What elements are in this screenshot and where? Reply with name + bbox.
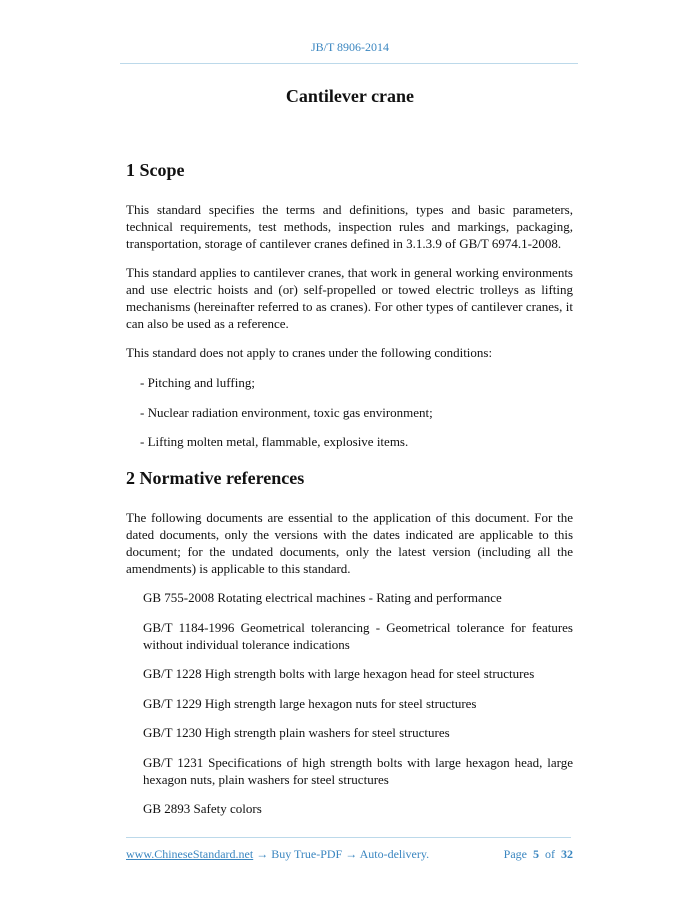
footer-tagline: → Buy True-PDF → Auto-delivery.: [253, 847, 430, 861]
reference-item: GB/T 1228 High strength bolts with large hexagon head for steel structures: [143, 666, 535, 681]
exclusion-item: - Pitching and luffing;: [140, 375, 255, 390]
reference-item: GB 755-2008 Rotating electrical machines - Rating and performance: [143, 590, 502, 605]
references-intro: The following documents are essential to the application of this document. For the dated documents, only the versions with the dates indicated are applicable to this document; for the undated documents, only the latest version (including all the amendments) is applicable to this standard.: [126, 510, 573, 576]
section-heading-normative-references: 2 Normative references: [126, 468, 305, 488]
current-page: 5: [533, 847, 539, 861]
reference-item: GB/T 1231 Specifications of high strength bolts with large hexagon head, large hexagon nuts, plain washers for steel structures: [143, 755, 573, 787]
exclusion-item: - Lifting molten metal, flammable, explosive items.: [140, 434, 409, 449]
scope-paragraph-1: This standard specifies the terms and definitions, types and basic parameters, technical requirements, test methods, inspection rules and markings, packaging, transportation, storage of cantilever cranes defined in 3.1.3.9 of GB/T 6974.1-2008.: [126, 202, 573, 251]
reference-item: GB 2893 Safety colors: [143, 801, 262, 816]
header-divider: [120, 63, 578, 64]
page-indicator: Page 5 of 32: [503, 847, 573, 861]
footer-divider: [126, 837, 571, 838]
website-link[interactable]: www.ChineseStandard.net: [126, 847, 254, 861]
page-footer: [126, 847, 573, 862]
reference-item: GB/T 1230 High strength plain washers for steel structures: [143, 725, 450, 740]
document-code: JB/T 8906-2014: [310, 40, 390, 54]
document-title: Cantilever crane: [285, 86, 415, 106]
scope-paragraph-2: This standard applies to cantilever cranes, that work in general working environments and use electric hoists and (or) self-propelled or towed electric trolleys as lifting mechanisms (hereinafter referred to as cranes). For other types of cantilever cranes, it can also be used as a reference.: [126, 265, 573, 331]
section-heading-scope: 1 Scope: [126, 160, 185, 180]
reference-item: GB/T 1229 High strength large hexagon nuts for steel structures: [143, 696, 477, 711]
exclusion-item: - Nuclear radiation environment, toxic gas environment;: [140, 405, 433, 420]
scope-paragraph-3: This standard does not apply to cranes under the following conditions:: [126, 345, 493, 360]
reference-item: GB/T 1184-1996 Geometrical tolerancing - Geometrical tolerance for features without individual tolerance indications: [143, 620, 573, 652]
total-pages: 32: [561, 847, 573, 861]
